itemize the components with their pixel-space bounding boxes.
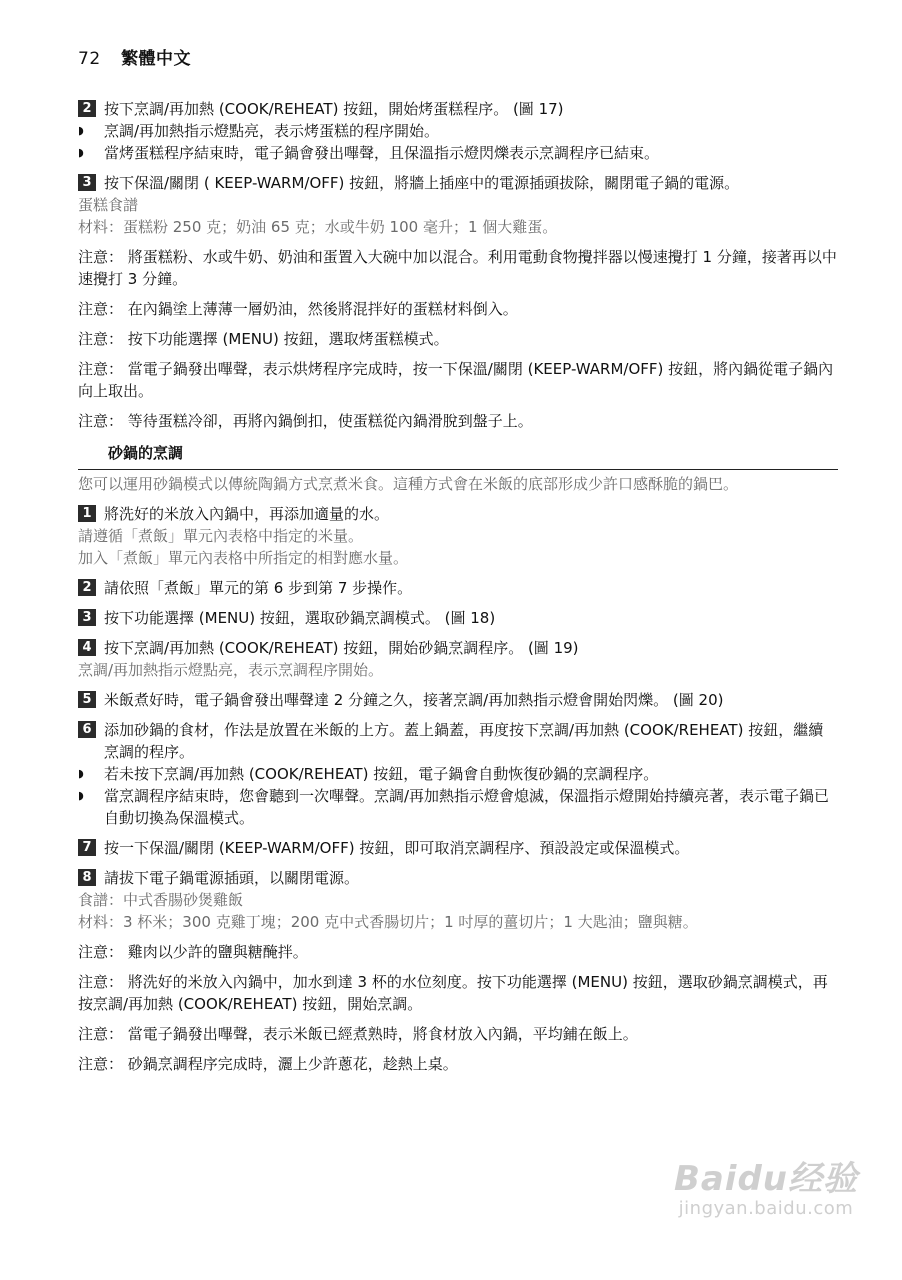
watermark-url: jingyan.baidu.com <box>678 1198 854 1219</box>
page-header <box>78 44 191 69</box>
bullet-text: 烹調/再加熱指示燈點亮，表示烤蛋糕的程序開始。 <box>104 122 440 140</box>
step-number: 2 <box>78 100 96 117</box>
note-text: 注意： 當電子鍋發出嗶聲，表示米飯已經煮熟時，將食材放入內鍋，平均鋪在飯上。 <box>78 1025 638 1043</box>
bullet-icon: ◗ <box>78 146 84 159</box>
step-item <box>78 689 838 711</box>
recipe-title: 食譜：中式香腸砂煲雞飯 <box>78 891 244 909</box>
recipe-ingredients: 材料：3 杯米；300 克雞丁塊；200 克中式香腸切片；1 吋厚的薑切片；1 大匙油；鹽與糖。 <box>78 913 698 931</box>
step-text: 按下功能選擇 (MENU) 按鈕，選取砂鍋烹調模式。 (圖 18) <box>104 609 496 627</box>
step-item <box>78 837 838 859</box>
note-text: 注意： 將蛋糕粉、水或牛奶、奶油和蛋置入大碗中加以混合。利用電動食物攪拌器以慢速攪打 1 分鐘，接著再以中速攪打 3 分鐘。 <box>78 248 837 288</box>
bullet-icon: ◗ <box>78 789 84 802</box>
bullet-text: 當烹調程序結束時，您會聽到一次嗶聲。烹調/再加熱指示燈會熄滅，保溫指示燈開始持續亮著，表示電子鍋已自動切換為保溫模式。 <box>104 787 830 827</box>
bullet-item <box>78 120 838 142</box>
step-text: 按下烹調/再加熱 (COOK/REHEAT) 按鈕，開始砂鍋烹調程序。 (圖 19) <box>104 639 579 657</box>
note-text: 注意： 當電子鍋發出嗶聲，表示烘烤程序完成時，按一下保溫/關閉 (KEEP-WARM/OFF) 按鈕，將內鍋從電子鍋內向上取出。 <box>78 360 834 400</box>
step-detail: 烹調/再加熱指示燈點亮，表示烹調程序開始。 <box>78 661 384 679</box>
step-number: 4 <box>78 639 96 656</box>
step-text: 將洗好的米放入內鍋中，再添加適量的水。 <box>104 505 390 523</box>
bullet-icon: ◗ <box>78 767 84 780</box>
step-text: 請依照「煮飯」單元的第 6 步到第 7 步操作。 <box>104 579 413 597</box>
bullet-icon: ◗ <box>78 124 84 137</box>
section-title: 砂鍋的烹調 <box>78 442 838 470</box>
recipe-ingredients: 材料：蛋糕粉 250 克；奶油 65 克；水或牛奶 100 毫升；1 個大雞蛋。 <box>78 218 558 236</box>
language-label: 繁體中文 <box>121 49 192 69</box>
step-item <box>78 867 838 889</box>
step-detail: 請遵循「煮飯」單元內表格中指定的米量。 <box>78 527 364 545</box>
watermark-logo: Baidu经验 <box>673 1159 858 1199</box>
note-text: 注意： 在內鍋塗上薄薄一層奶油，然後將混拌好的蛋糕材料倒入。 <box>78 300 518 318</box>
bullet-item <box>78 763 838 785</box>
step-number: 3 <box>78 174 96 191</box>
step-text: 請拔下電子鍋電源插頭，以關閉電源。 <box>104 869 360 887</box>
step-text: 米飯煮好時，電子鍋會發出嗶聲達 2 分鐘之久，接著烹調/再加熱指示燈會開始閃爍。 (圖 20) <box>104 691 724 709</box>
watermark <box>673 1159 858 1219</box>
step-detail: 加入「煮飯」單元內表格中所指定的相對應水量。 <box>78 549 409 567</box>
step-number: 2 <box>78 579 96 596</box>
step-text: 添加砂鍋的食材，作法是放置在米飯的上方。蓋上鍋蓋，再度按下烹調/再加熱 (COOK/REHEAT) 按鈕，繼續烹調的程序。 <box>104 721 824 761</box>
step-item <box>78 719 838 763</box>
step-item <box>78 637 838 659</box>
note-text: 注意： 等待蛋糕冷卻，再將內鍋倒扣，使蛋糕從內鍋滑脫到盤子上。 <box>78 412 533 430</box>
page-content <box>78 98 838 1075</box>
step-number: 3 <box>78 609 96 626</box>
section-intro: 您可以運用砂鍋模式以傳統陶鍋方式烹煮米食。這種方式會在米飯的底部形成少許口感酥脆的鍋巴。 <box>78 475 739 493</box>
step-item <box>78 577 838 599</box>
step-number: 6 <box>78 721 96 738</box>
step-text: 按一下保溫/關閉 (KEEP-WARM/OFF) 按鈕，即可取消烹調程序、預設設定或保溫模式。 <box>104 839 690 857</box>
step-item <box>78 503 838 525</box>
step-number: 1 <box>78 505 96 522</box>
page-number: 72 <box>78 49 101 69</box>
step-number: 8 <box>78 869 96 886</box>
step-item <box>78 172 838 194</box>
step-item <box>78 98 838 120</box>
step-item <box>78 607 838 629</box>
bullet-item <box>78 142 838 164</box>
note-text: 注意： 砂鍋烹調程序完成時，灑上少許蔥花，趁熱上桌。 <box>78 1055 458 1073</box>
note-text: 注意： 將洗好的米放入內鍋中，加水到達 3 杯的水位刻度。按下功能選擇 (MENU) 按鈕，選取砂鍋烹調模式，再按烹調/再加熱 (COOK/REHEAT) 按鈕，開始烹調。 <box>78 973 828 1013</box>
step-number: 7 <box>78 839 96 856</box>
step-text: 按下保溫/關閉 ( KEEP-WARM/OFF) 按鈕，將牆上插座中的電源插頭拔除，關閉電子鍋的電源。 <box>104 174 740 192</box>
note-text: 注意： 按下功能選擇 (MENU) 按鈕，選取烤蛋糕模式。 <box>78 330 449 348</box>
step-number: 5 <box>78 691 96 708</box>
bullet-text: 當烤蛋糕程序結束時，電子鍋會發出嗶聲，且保溫指示燈閃爍表示烹調程序已結束。 <box>104 144 660 162</box>
step-text: 按下烹調/再加熱 (COOK/REHEAT) 按鈕，開始烤蛋糕程序。 (圖 17) <box>104 100 564 118</box>
bullet-text: 若未按下烹調/再加熱 (COOK/REHEAT) 按鈕，電子鍋會自動恢復砂鍋的烹調程序。 <box>104 765 659 783</box>
recipe-title: 蛋糕食譜 <box>78 196 139 214</box>
note-text: 注意： 雞肉以少許的鹽與糖醃拌。 <box>78 943 308 961</box>
bullet-item <box>78 785 838 829</box>
